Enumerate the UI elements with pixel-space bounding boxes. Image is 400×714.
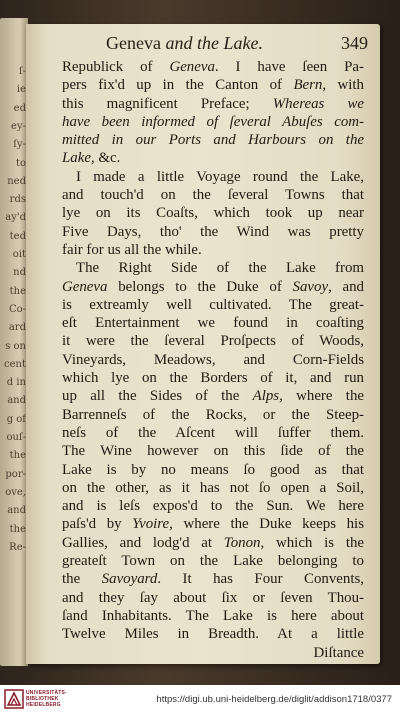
- facing-page-fragment: ſ-: [18, 66, 26, 77]
- text-line: greateſt Town on the Lake belonging to: [62, 553, 364, 570]
- text-line: Republick of Geneva. I have ſeen Pa-: [62, 59, 364, 75]
- text-line: Gallies, and lodg'd at Tonon, which is the: [62, 534, 365, 551]
- text-line: and they ſay about ſix or ſeven Thou-: [62, 589, 364, 606]
- facing-page-fragment: ed: [13, 102, 26, 114]
- running-head: [58, 31, 370, 55]
- text-line: pers fix'd up in the Canton of Bern, with: [62, 77, 364, 94]
- text-line: mitted in our Ports and Harbours on the: [62, 132, 364, 149]
- permalink-url[interactable]: https://digi.ub.uni-heidelberg.de/diglit/addison1718/0377: [156, 694, 392, 705]
- facing-page-fragment: ove,: [5, 486, 26, 498]
- facing-page-edge: [0, 18, 28, 666]
- text-line: Vineyards, Meadows, and Corn-Fields: [62, 351, 364, 368]
- viewer-footer: [0, 685, 400, 714]
- facing-page-fragment: ted: [9, 230, 26, 242]
- facing-page-fragment: nd: [13, 267, 26, 279]
- facing-page-fragment: the: [9, 523, 26, 535]
- text-line: lye on its Coaſts, which took up near: [62, 205, 364, 222]
- text-line: Lake, &c.: [62, 150, 121, 167]
- body-text: [62, 58, 364, 662]
- text-line: it were the ſeveral Proſpects of Woods,: [62, 333, 364, 350]
- facing-page-fragment: g of: [6, 413, 26, 425]
- facing-page-fragment: Re-: [9, 541, 26, 553]
- page-number: 349: [341, 33, 368, 53]
- university-logo-icon: [4, 689, 24, 709]
- facing-page-fragment: por-: [5, 468, 26, 480]
- facing-page-fragment: the: [9, 450, 26, 462]
- text-line: ſand Inhabitants. The Lake is here about: [62, 607, 364, 624]
- text-line: Five Days, tho' the Wind was pretty: [62, 223, 364, 240]
- facing-page-fragment: ouſ-: [6, 432, 26, 443]
- text-line: have been informed of ſeveral Abuſes com-: [62, 113, 364, 130]
- text-line: which lye on the Borders of it, and run: [62, 370, 364, 387]
- text-line: Lake is by no means ſo good as that: [62, 461, 364, 478]
- facing-page-fragment: s on: [5, 340, 26, 352]
- facing-page-fragment: the: [9, 285, 26, 297]
- text-line: up all the Sides of the Alps, where the: [62, 388, 364, 405]
- text-line: The Right Side of the Lake from: [76, 260, 364, 277]
- facing-page-fragment: cent: [4, 358, 26, 370]
- text-line: Twelve Miles in Breadth. At a little: [62, 626, 364, 643]
- facing-page-fragment: ay'd: [5, 212, 26, 224]
- text-line: paſs'd by Yvoire, where the Duke keeps his: [62, 516, 364, 533]
- facing-page-fragment: d in: [6, 377, 26, 389]
- facing-page-fragment: ey-: [11, 120, 26, 132]
- text-line: and touch'd on the ſeveral Towns that: [62, 187, 364, 204]
- facing-page-fragment: ard: [8, 322, 26, 334]
- catchword: Diſtance: [313, 644, 364, 661]
- text-line: the Savoyard. It has Four Convents,: [62, 571, 365, 588]
- facing-page-fragment: ſy-: [13, 139, 26, 151]
- text-line: Geneva belongs to the Duke of Savoy, and: [62, 278, 364, 295]
- text-line: Barrenneſs of the Rocks, or the Steep-: [62, 406, 364, 423]
- text-line: fair for us all the while.: [62, 241, 202, 258]
- text-line: I made a little Voyage round the Lake,: [76, 168, 364, 185]
- facing-page-fragment: ie: [16, 84, 26, 96]
- running-title: Geneva and the Lake.: [106, 33, 263, 53]
- facing-page-fragment: and: [7, 505, 26, 517]
- text-line: neſs of the Aſcent will ſuffer them.: [62, 424, 364, 441]
- facing-page-fragment: and: [7, 395, 26, 407]
- text-line: on the other, as it has not ſo open a Soil,: [62, 479, 364, 496]
- text-line: this magnificent Preface; Whereas we: [62, 95, 364, 112]
- facing-page-fragment: Co-: [8, 303, 26, 315]
- facing-page-fragment: rds: [9, 194, 26, 206]
- facing-page-fragment: ned: [7, 175, 26, 187]
- institution-name: UNIVERSITÄTS- BIBLIOTHEK HEIDELBERG: [26, 690, 67, 708]
- text-line: is extreamly well cultivated. The great-: [62, 296, 364, 313]
- text-line: and is leſs expos'd to the Sun. We here: [62, 498, 364, 515]
- text-line: The Wine however on this ſide of the: [62, 443, 364, 460]
- facing-page-fragment: oit: [12, 249, 26, 260]
- text-line: eſt Entertainment we found in coaſting: [62, 315, 364, 332]
- facing-page-fragment: to: [15, 157, 26, 169]
